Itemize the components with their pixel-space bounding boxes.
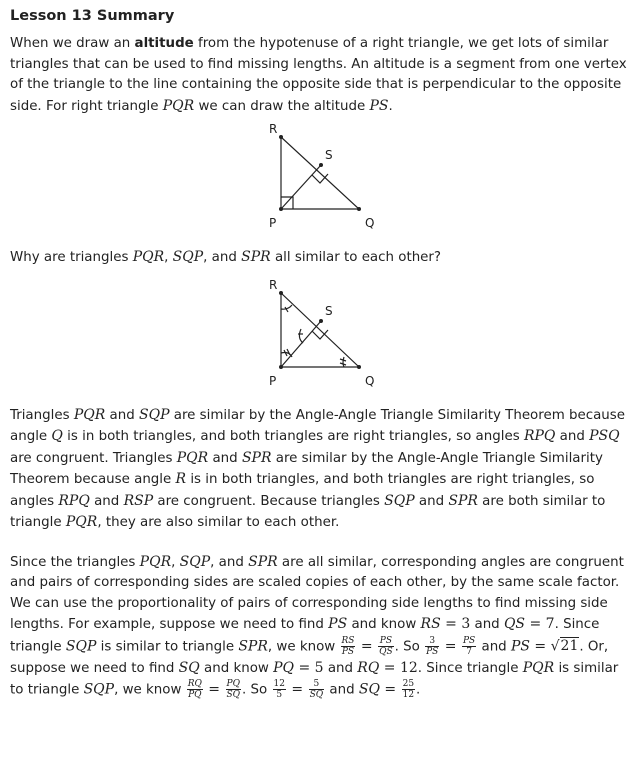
math-term: PQR — [65, 514, 98, 530]
math-term: PSQ — [589, 428, 620, 444]
question-text-1: Why are triangles — [10, 250, 133, 265]
math-term: SQP — [139, 406, 170, 423]
closing-text: Since the triangles — [10, 554, 140, 570]
equals-sign: = — [529, 638, 551, 654]
answer-text: are congruent. Because triangles — [153, 493, 385, 509]
closing-text: and — [325, 682, 359, 698]
equals-sign: = — [379, 681, 401, 698]
lesson-summary — [10, 6, 632, 701]
math-term: RSP — [123, 492, 154, 509]
closing-text: is similar to triangle — [96, 639, 239, 654]
math-term: PQR — [139, 553, 172, 570]
math-spr: SPR — [241, 249, 271, 265]
math-value: = 3 — [440, 616, 471, 632]
answer-text: are similar by the Angle-Angle Triangle Similarity Theorem because angle — [10, 407, 626, 444]
math-term: RPQ — [58, 492, 90, 509]
answer-text: is in both triangles, and both triangles are right triangles, so angles — [62, 429, 524, 444]
triangle-1-shape — [281, 137, 359, 209]
label-S-1: S — [325, 148, 333, 162]
math-term: SPR — [238, 638, 268, 654]
math-ps: PS — [369, 97, 389, 114]
closing-paragraph — [10, 552, 632, 702]
triangle-figure-1 — [241, 123, 401, 233]
math-value: = 12 — [379, 659, 418, 676]
math-term: RS — [420, 616, 441, 632]
math-term: RPQ — [523, 428, 556, 444]
math-term: SQP — [83, 681, 115, 698]
fraction-pq-sq: $\frac{PQ}{SQ}$ — [226, 679, 241, 700]
intro-text-4: . — [388, 98, 393, 114]
intro-paragraph — [10, 34, 632, 117]
question-text-3: , and — [203, 250, 242, 265]
closing-text: . So — [394, 639, 425, 654]
math-term: RQ — [357, 659, 380, 676]
intro-text-2: from the hypotenuse of a right triangle, we get lots of similar triangles that can be used to find missing lengths. An altitude is a segment from one vertex of the triangle to the line containing the opposite side that is perpendicular to the opposite side. For right triangle — [10, 36, 627, 114]
answer-text: and — [105, 407, 139, 423]
equals-sign: = — [286, 681, 308, 698]
closing-text: . So — [242, 682, 272, 698]
closing-text: are all similar, corresponding angles are congruent and pairs of corresponding sides are scaled copies of each other, by the same scale factor. We can use the proportionality of pairs of corresponding side lengths to find missing side lengths. For example, suppose we need to find — [10, 554, 624, 632]
closing-text: is similar to triangle — [10, 660, 619, 698]
math-term: PS — [510, 638, 530, 654]
equals-sign: = — [203, 681, 225, 698]
math-sqp: SQP — [172, 249, 204, 265]
math-value: = 5 — [294, 659, 324, 676]
fraction-ps-7: $\frac{PS}{7}$ — [463, 635, 476, 657]
math-term: PQR — [522, 659, 555, 676]
fraction-rq-pq: $\frac{RQ}{PQ}$ — [187, 679, 202, 700]
closing-text: and — [477, 639, 511, 654]
closing-text: , we know — [267, 639, 340, 654]
answer-text: Triangles — [10, 407, 74, 423]
keyword-altitude: altitude — [134, 36, 194, 51]
fraction-25-12: $\frac{25}{12}$ — [402, 679, 415, 700]
math-term: QS — [503, 616, 526, 632]
closing-text: , — [171, 554, 180, 570]
closing-text: . Since triangle — [417, 660, 523, 676]
answer-text: are both similar to triangle — [10, 493, 606, 530]
equals-sign: = — [356, 638, 378, 654]
math-term: SQP — [384, 492, 415, 509]
closing-text: , we know — [114, 682, 186, 698]
answer-text: and — [555, 429, 590, 444]
math-term: PQ — [273, 659, 295, 676]
fraction-rs-ps: $\frac{RS}{PS}$ — [341, 635, 355, 657]
label-S-2: S — [325, 303, 333, 318]
math-term: PS — [328, 616, 348, 632]
math-value: = 7 — [525, 616, 555, 632]
math-term: R — [175, 471, 187, 487]
math-term: SPR — [248, 553, 278, 570]
answer-text: and — [208, 450, 242, 466]
answer-text: is in both triangles, and both triangles are right triangles, so angles — [10, 472, 595, 509]
intro-text-1: When we draw an — [10, 36, 135, 51]
answer-text: and — [89, 493, 124, 509]
triangle-figure-2 — [241, 279, 401, 391]
label-Q-1: Q — [365, 216, 375, 230]
closing-text: and — [470, 617, 504, 632]
label-P-2: P — [269, 373, 277, 388]
fraction-3-ps: $\frac{3}{PS}$ — [426, 635, 439, 657]
math-term: SQ — [178, 659, 200, 676]
closing-text: . Since triangle — [10, 617, 600, 654]
math-term: Q — [51, 428, 63, 444]
question-text-2: , — [164, 250, 173, 265]
intro-text-3: we can draw the altitude — [194, 98, 370, 114]
answer-text: and — [414, 493, 449, 509]
triangle-2-shape — [281, 293, 359, 367]
math-pqr: PQR — [162, 97, 195, 114]
answer-paragraph — [10, 405, 632, 534]
equals-sign: = — [440, 638, 461, 654]
closing-text: . Or, suppose we need to find — [10, 639, 609, 676]
question-paragraph — [10, 247, 632, 269]
answer-text: , they are also similar to each other. — [97, 515, 340, 530]
lesson-title: Lesson 13 Summary — [10, 8, 175, 24]
math-term: SQP — [65, 638, 97, 654]
fraction-5-sq: $\frac{5}{SQ}$ — [309, 679, 324, 700]
square-root: √21 — [550, 638, 579, 654]
closing-text: and know — [347, 617, 421, 632]
answer-text: are similar by the Angle-Angle Triangle Similarity Theorem because angle — [10, 450, 603, 487]
math-term: SQ — [358, 681, 380, 698]
answer-text: are congruent. Triangles — [10, 450, 177, 466]
closing-text: and — [323, 660, 358, 676]
label-Q-2: Q — [365, 373, 375, 388]
fraction-12-5: $\frac{12}{5}$ — [273, 679, 285, 700]
closing-text: , and — [210, 554, 249, 570]
label-P-1: P — [269, 216, 277, 230]
math-term: SPR — [448, 492, 478, 509]
math-term: SPR — [241, 449, 272, 466]
question-text-4: all similar to each other? — [270, 250, 442, 265]
label-R-1: R — [269, 123, 278, 136]
math-term: SQP — [179, 553, 211, 570]
math-term: PQR — [176, 449, 209, 466]
label-R-2: R — [269, 278, 278, 292]
math-pqr: PQR — [132, 249, 165, 265]
closing-text: and know — [199, 660, 274, 676]
math-term: PQR — [73, 406, 106, 423]
fraction-ps-qs: $\frac{PS}{QS}$ — [379, 635, 393, 657]
closing-text: . — [416, 682, 421, 698]
